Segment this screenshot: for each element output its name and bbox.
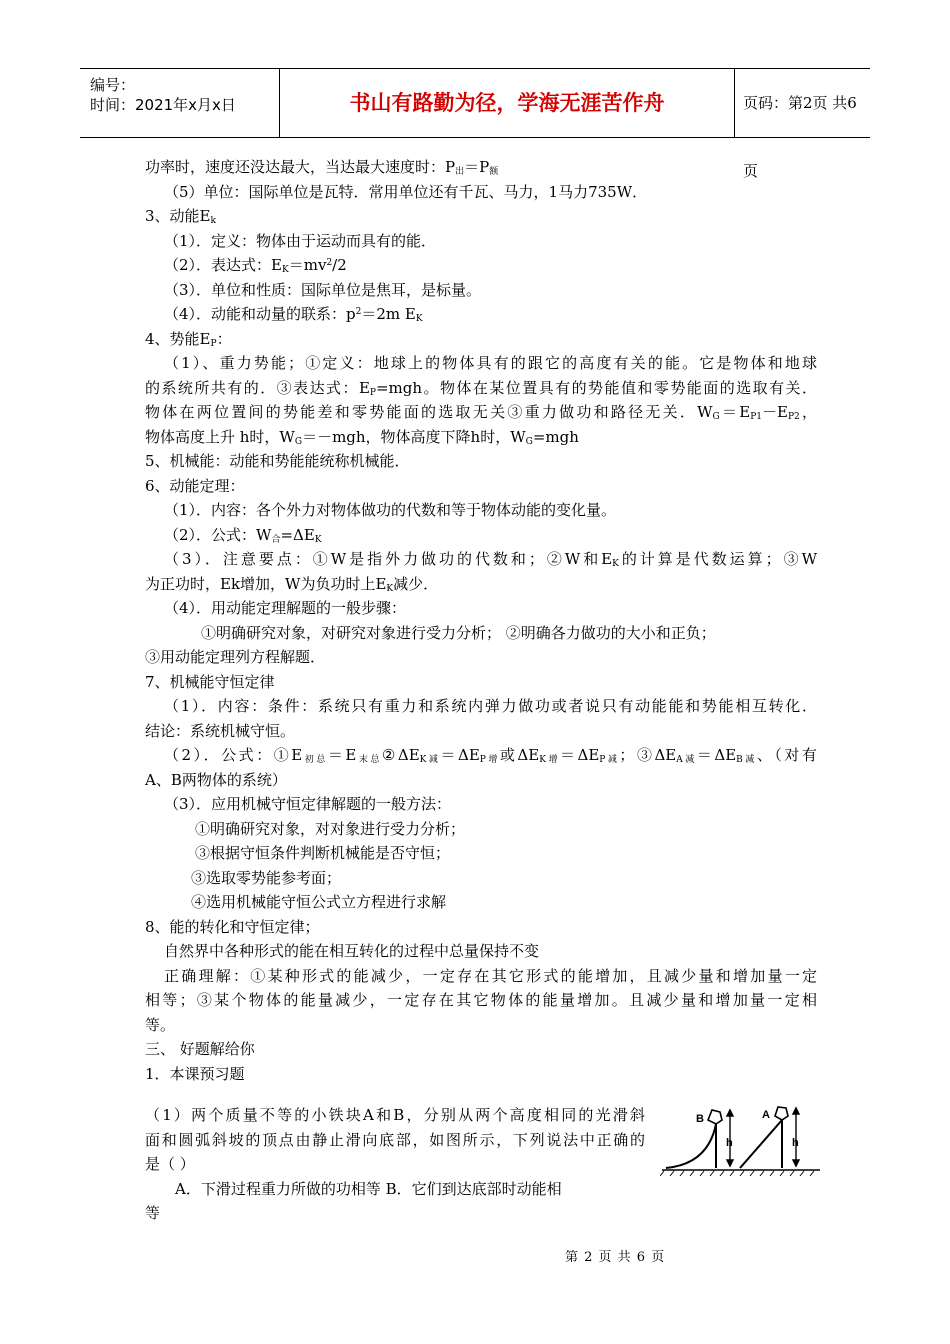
text-line: 为正功时，Ek增加，W为负功时上$E_K$减少． (145, 574, 439, 594)
text-line: （3）．注意要点：①W是指外力做功的代数和；②W和$E_K$的计算是代数运算；③W (164, 550, 817, 569)
text-line: ③选取零势能参考面； (191, 868, 342, 887)
text-line: （4）．动能和动量的联系：$p^2=2m$ $E_K$ (164, 305, 423, 324)
text-line: 自然界中各种形式的能在相互转化的过程中总量保持不变 (164, 942, 540, 960)
text-line: 物体高度上升 h时，$W_G=-mgh$，物体高度下降h时，$W_G=mgh$ (145, 427, 579, 447)
motto: 书山有路勤为径，学海无涯苦作舟 (280, 69, 735, 137)
serial-number: 编号： (90, 76, 136, 94)
text-line: 结论：系统机械守恒。 (145, 721, 296, 740)
text-line: ①明确研究对象，对对象进行受力分析； (195, 819, 466, 838)
slope-figure (660, 1102, 826, 1182)
figure-label-h: h (726, 1137, 733, 1149)
section-heading: 8、能的转化和守恒定律； (145, 917, 320, 936)
text-line: ③用动能定理列方程解题． (145, 648, 326, 666)
figure-label-h: h (792, 1137, 799, 1149)
text-line: （1）．定义：物体由于运动而具有的能． (164, 231, 437, 250)
text-line: （1）．内容：各个外力对物体做功的代数和等于物体动能的变化量。 (164, 501, 617, 519)
question-block (145, 1103, 645, 1226)
text-line: （1）、重力势能；①定义：地球上的物体具有的跟它的高度有关的能。它是物体和地球 (164, 354, 817, 372)
section-heading: 3、动能$E_k$ (145, 207, 216, 226)
section-heading: 7、机械能守恒定律 (145, 672, 275, 691)
text-line: 1．本课预习题 (145, 1064, 245, 1083)
text-line: 相等；③某个物体的能量减少，一定存在其它物体的能量增加。且减少量和增加量一定相 (145, 991, 817, 1009)
text-line: 物体在两位置间的势能差和零势能面的选取无关③重力做功和路径无关．$W_G=E_{P1}-E_{P2}$， (145, 403, 818, 422)
text-line: 等。 (145, 1015, 176, 1034)
text-line: （3）．应用机械守恒定律解题的一般方法： (164, 795, 452, 813)
section-heading: 5、机械能：动能和势能能统称机械能． (145, 452, 410, 470)
question-line: 等 (145, 1204, 161, 1222)
header-meta (80, 69, 280, 137)
page-indicator: 页码：第2页 共6页 (743, 94, 857, 180)
question-line: 是（ ） (145, 1155, 195, 1173)
text-line: （1）．内容：条件：系统只有重力和系统内弹力做功或者说只有动能能和势能相互转化． (164, 697, 817, 715)
section-heading: 6、动能定理： (145, 476, 245, 495)
question-line: 面和圆弧斜坡的顶点由静止滑向底部，如图所示，下列说法中正确的 (145, 1130, 645, 1149)
text-line: （2）．公式：$W_合=\Delta E_K$ (164, 525, 322, 545)
question-line: （1）两个质量不等的小铁块A和B，分别从两个高度相同的光滑斜 (145, 1106, 645, 1124)
text-line: 正确理解：①某种形式的能减少，一定存在其它形式的能增加，且减少量和增加量一定 (164, 966, 817, 985)
date-label: 时间：2021年x月x日 (90, 96, 236, 114)
figure-label-a: A (762, 1109, 770, 1121)
text-line: 功率时，速度还没达最大，当达最大速度时：$P_出=P_额$ (145, 158, 499, 177)
text-line: ③根据守恒条件判断机械能是否守恒； (195, 844, 451, 862)
text-line: （2）．公式：$①E_{初总}=E_{末总}②\Delta E_{K减}=\Delta E_{P增}$或$\Delta E_{K增}=\Delta E_{P减}$；$③\Delta E_{A减}=\Delta E_{B减}$、（对有 (164, 746, 817, 765)
text-line: ①明确研究对象，对研究对象进行受力分析； ②明确各力做功的大小和正负； (201, 623, 716, 642)
text-line: （2）．表达式：$E_K=mv^2/2$ (164, 256, 347, 275)
text-line: A、B两物体的系统） (145, 770, 287, 789)
section-heading: 三、 好题解给你 (145, 1040, 255, 1058)
question-option: A．下滑过程重力所做的功相等 B．它们到达底部时动能相 (175, 1179, 562, 1198)
text-line: （3）．单位和性质：国际单位是焦耳，是标量。 (164, 280, 482, 299)
figure-label-b: B (696, 1113, 704, 1125)
text-line: 的系统所共有的．③表达式：$E_P=mgh$。物体在某位置具有的势能值和零势能面的选取有关． (145, 378, 818, 398)
section-heading: 4、势能$E_P$： (145, 329, 232, 349)
page-footer: 第 2 页 共 6 页 (565, 1250, 666, 1265)
text-line: （4）．用动能定理解题的一般步骤： (164, 599, 407, 617)
text-line: （5）单位：国际单位是瓦特．常用单位还有千瓦、马力，1马力735W． (164, 182, 648, 201)
document-body (145, 155, 817, 1086)
text-line: ④选用机械能守恒公式立方程进行求解 (191, 893, 447, 911)
